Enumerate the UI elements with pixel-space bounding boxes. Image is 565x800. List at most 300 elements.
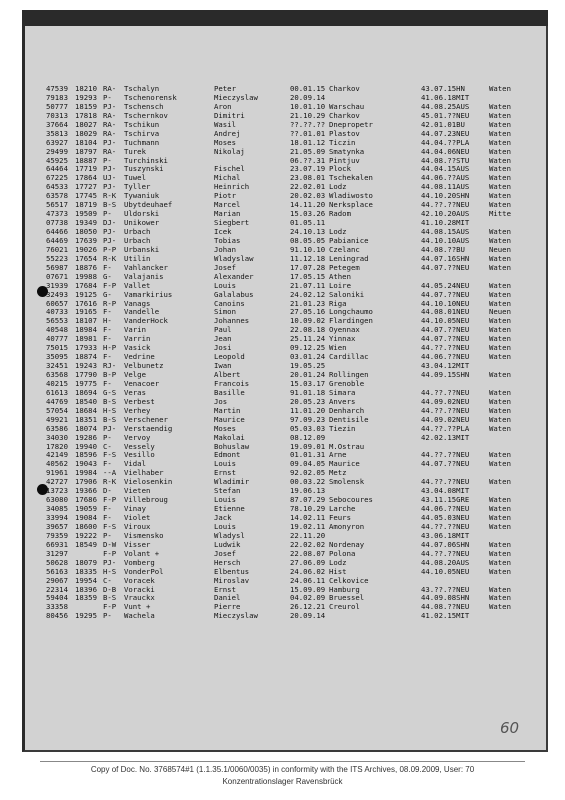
category: RJ-	[103, 361, 117, 371]
birth-date: 19.02.11	[290, 521, 326, 531]
last-name: Vanags	[124, 298, 151, 308]
destination: Neuen	[489, 244, 511, 254]
destination: Waten	[489, 227, 511, 236]
first-name: Wladyslaw	[214, 253, 254, 263]
first-name: Ernst	[214, 584, 236, 594]
birth-date: 20.09.14	[290, 92, 326, 102]
prisoner-number: 55223	[46, 253, 68, 263]
first-name: Stefan	[214, 486, 241, 496]
second-number: 19509	[75, 209, 97, 219]
second-number: 18210	[75, 84, 97, 93]
table-row	[46, 612, 526, 621]
prisoner-number: 31939	[46, 280, 68, 290]
first-name: Martin	[214, 405, 241, 415]
category: F-	[103, 513, 112, 522]
last-name: Varrin	[124, 334, 151, 344]
prisoner-number: 47373	[46, 209, 68, 219]
prisoner-number: 37664	[46, 119, 68, 129]
first-name: Francois	[214, 378, 250, 388]
destination: Waten	[489, 110, 511, 120]
prisoner-number: 56163	[46, 566, 68, 576]
transfer-code: 44.??.??NEU	[421, 343, 470, 353]
first-name: Maurice	[214, 414, 245, 424]
category: F-S	[103, 521, 117, 531]
birth-place: Denharch	[329, 405, 365, 415]
category: F-P	[103, 495, 117, 505]
last-name: Veras	[124, 387, 146, 397]
birth-date: 08.12.09	[290, 432, 326, 442]
transfer-code: 44.07.??NEU	[421, 262, 470, 272]
first-name: Louis	[214, 280, 236, 290]
last-name: Vieten	[124, 486, 151, 496]
first-name: Louis	[214, 495, 236, 505]
category: F-P	[103, 280, 117, 290]
prisoner-number: 50628	[46, 557, 68, 567]
birth-place: Tschekalen	[329, 173, 373, 183]
birth-date: 20.09.14	[290, 611, 326, 621]
destination: Waten	[489, 200, 511, 210]
birth-place: Plastov	[329, 128, 360, 138]
first-name: Johan	[214, 244, 236, 254]
prisoner-number: 75015	[46, 343, 68, 353]
category: P-	[103, 209, 112, 219]
birth-date: 22.02.02	[290, 539, 326, 549]
last-name: Verschener	[124, 414, 168, 424]
last-name: Vedrine	[124, 352, 155, 362]
prisoner-number: 44769	[46, 396, 68, 406]
destination: Waten	[489, 450, 511, 460]
destination: Waten	[489, 325, 511, 335]
last-name: Viroux	[124, 521, 151, 531]
last-name: Vielhaber	[124, 468, 164, 478]
first-name: Pierre	[214, 602, 241, 612]
first-name: Peter	[214, 84, 236, 93]
last-name: Verstaendig	[124, 423, 173, 433]
last-name: Voracek	[124, 575, 155, 585]
prisoner-number: 35813	[46, 128, 68, 138]
last-name: Turek	[124, 146, 146, 156]
second-number: 18335	[75, 566, 97, 576]
last-name: Vessely	[124, 441, 155, 451]
prisoner-number: 63080	[46, 495, 68, 505]
second-number: 19988	[75, 271, 97, 281]
birth-place: Oyennax	[329, 325, 360, 335]
birth-date: 24.06.11	[290, 575, 326, 585]
category: D-W	[103, 539, 117, 549]
second-number: 18029	[75, 128, 97, 138]
last-name: Urbach	[124, 235, 151, 245]
second-number: 17864	[75, 173, 97, 183]
destination: Waten	[489, 405, 511, 415]
category: PJ-	[103, 182, 117, 192]
first-name: Marcel	[214, 200, 241, 210]
category: PJ-	[103, 557, 117, 567]
birth-place: Yinnax	[329, 334, 356, 344]
second-number: 18351	[75, 414, 97, 424]
birth-date: 20.02.03	[290, 191, 326, 201]
prisoner-number: 67225	[46, 173, 68, 183]
birth-date: 25.11.24	[290, 334, 326, 344]
prisoner-number: 64466	[46, 227, 68, 236]
category: B-P	[103, 370, 117, 379]
birth-place: Pabianice	[329, 235, 369, 245]
category: F-	[103, 504, 112, 514]
transfer-code: 44.08.??NEU	[421, 602, 470, 612]
destination: Waten	[489, 119, 511, 129]
prisoner-number: 40562	[46, 459, 68, 469]
destination: Waten	[489, 84, 511, 93]
second-number: 19940	[75, 441, 97, 451]
last-name: Tywaniuk	[124, 191, 160, 201]
birth-date: 19.09.01	[290, 441, 326, 451]
prisoner-number: 56987	[46, 262, 68, 272]
birth-date: 14.11.20	[290, 200, 326, 210]
birth-place: Larche	[329, 504, 356, 514]
birth-date: 17.07.28	[290, 262, 326, 272]
second-number: 17933	[75, 343, 97, 353]
table-row	[46, 434, 526, 443]
second-number: 19243	[75, 361, 97, 371]
prisoner-number: 39657	[46, 521, 68, 531]
birth-date: 78.10.29	[290, 504, 326, 514]
second-number: 18600	[75, 521, 97, 531]
destination: Waten	[489, 423, 511, 433]
category: RA-	[103, 119, 117, 129]
prisoner-number: 42727	[46, 477, 68, 487]
last-name: Utilin	[124, 253, 151, 263]
last-name: Tschernkov	[124, 110, 168, 120]
last-name: Villebroug	[124, 495, 168, 505]
transfer-code: 44.06.??NEU	[421, 504, 470, 514]
destination: Neuen	[489, 307, 511, 317]
category: RA-	[103, 110, 117, 120]
second-number: 19125	[75, 289, 97, 299]
last-name: Venacoer	[124, 378, 160, 388]
second-number: 19165	[75, 307, 97, 317]
prisoner-number: 33994	[46, 513, 68, 522]
birth-date: 21.10.29	[290, 110, 326, 120]
last-name: Tuwel	[124, 173, 146, 183]
first-name: Louis	[214, 521, 236, 531]
first-name: Andrej	[214, 128, 241, 138]
first-name: Etienne	[214, 504, 245, 514]
birth-place: Sebocoures	[329, 495, 373, 505]
second-number: 17684	[75, 280, 97, 290]
prisoner-number: 59404	[46, 593, 68, 603]
transfer-code: 44.10.10AUS	[421, 235, 470, 245]
transfer-code: 44.04.15AUS	[421, 164, 470, 174]
transfer-code: 44.05.24NEU	[421, 280, 470, 290]
birth-place: Charkov	[329, 84, 360, 93]
first-name: Wasil	[214, 119, 236, 129]
second-number: 19084	[75, 513, 97, 522]
prisoner-number: 63568	[46, 370, 68, 379]
second-number: 19026	[75, 244, 97, 254]
prisoner-number: 34085	[46, 504, 68, 514]
birth-date: 11.12.18	[290, 253, 326, 263]
birth-place: Anvers	[329, 396, 356, 406]
birth-place: Simara	[329, 387, 356, 397]
category: PJ-	[103, 164, 117, 174]
birth-place: Arne	[329, 450, 347, 460]
birth-date: 10.09.02	[290, 316, 326, 326]
category: DJ-	[103, 218, 117, 228]
category: C-	[103, 441, 112, 451]
last-name: Voracki	[124, 584, 155, 594]
first-name: Jos	[214, 396, 228, 406]
transfer-code: 44.07.??NEU	[421, 325, 470, 335]
last-name: Varin	[124, 325, 146, 335]
birth-date: 19.05.25	[290, 361, 326, 371]
destination: Waten	[489, 370, 511, 379]
destination: Waten	[489, 513, 511, 522]
transfer-code: 44.10.05NEU	[421, 566, 470, 576]
birth-date: 17.05.15	[290, 271, 326, 281]
transfer-code: 42.02.13MIT	[421, 432, 470, 442]
last-name: Violet	[124, 513, 151, 522]
transfer-code: 45.01.??NEU	[421, 110, 470, 120]
transfer-code: 44.06.??NEU	[421, 352, 470, 362]
transfer-code: 44.08.??BU	[421, 244, 465, 254]
last-name: Vinay	[124, 504, 146, 514]
category: PJ-	[103, 227, 117, 236]
birth-place: Athen	[329, 271, 351, 281]
birth-place: Lodz	[329, 227, 347, 236]
destination: Waten	[489, 128, 511, 138]
destination: Waten	[489, 352, 511, 362]
destination: Waten	[489, 289, 511, 299]
second-number: 18887	[75, 155, 97, 165]
prisoner-number: 40733	[46, 307, 68, 317]
birth-date: 21.05.09	[290, 146, 326, 156]
second-number: 17686	[75, 495, 97, 505]
transfer-code: 44.04.??PLA	[421, 137, 470, 147]
birth-date: 24.06.02	[290, 566, 326, 576]
prisoner-number: 80456	[46, 611, 68, 621]
transfer-code: 43.04.12MIT	[421, 361, 470, 371]
category: F-	[103, 334, 112, 344]
destination: Waten	[489, 173, 511, 183]
destination: Waten	[489, 414, 511, 424]
birth-place: Feurs	[329, 513, 351, 522]
first-name: Basille	[214, 387, 245, 397]
second-number: 18984	[75, 325, 97, 335]
category: F-	[103, 378, 112, 388]
second-number: 18596	[75, 450, 97, 460]
second-number: 18107	[75, 316, 97, 326]
last-name: Vandelle	[124, 307, 160, 317]
birth-date: 11.01.20	[290, 405, 326, 415]
first-name: Wladysl	[214, 530, 245, 540]
second-number: 17790	[75, 370, 97, 379]
second-number: 19349	[75, 218, 97, 228]
prisoner-number: 50777	[46, 101, 68, 111]
first-name: Siegbert	[214, 218, 250, 228]
second-number: 19984	[75, 468, 97, 478]
transfer-code: 42.01.01BU	[421, 119, 465, 129]
scan-edge-bar	[22, 10, 548, 26]
category: F-	[103, 459, 112, 469]
birth-date: 09.12.25	[290, 343, 326, 353]
last-name: Tschenorensk	[124, 92, 177, 102]
prisoner-number: 79359	[46, 530, 68, 540]
first-name: Bohuslaw	[214, 441, 250, 451]
birth-place: Plock	[329, 164, 351, 174]
transfer-code: 43.07.15HN	[421, 84, 465, 93]
transfer-code: 44.??.??NEU	[421, 200, 470, 210]
birth-date: 91.01.18	[290, 387, 326, 397]
last-name: Velbunetz	[124, 361, 164, 371]
transfer-code: 44.08.25AUS	[421, 101, 470, 111]
first-name: Josi	[214, 343, 232, 353]
birth-date: 00.01.15	[290, 84, 326, 93]
second-number: 18079	[75, 557, 97, 567]
birth-date: 22.08.18	[290, 325, 326, 335]
last-name: Vrauckx	[124, 593, 155, 603]
birth-date: 23.08.01	[290, 173, 326, 183]
category: D-B	[103, 584, 117, 594]
footer-copy-line: Copy of Doc. No. 3768574#1 (1.1.35.1/0060/0035) in conformity with the ITS Archives, 08.09.2009, User: 70	[90, 765, 475, 774]
category: G-	[103, 271, 112, 281]
birth-date: 03.01.24	[290, 352, 326, 362]
last-name: Urbach	[124, 227, 151, 236]
prisoner-number: 29067	[46, 575, 68, 585]
transfer-code: 44.??.??NEU	[421, 477, 470, 487]
prisoner-number: 40215	[46, 378, 68, 388]
second-number: 17719	[75, 164, 97, 174]
footer-divider	[40, 761, 525, 762]
second-number: 18876	[75, 262, 97, 272]
birth-date: 97.09.23	[290, 414, 326, 424]
category: B-S	[103, 396, 117, 406]
birth-place: Petegem	[329, 262, 360, 272]
birth-date: 21.01.23	[290, 298, 326, 308]
birth-place: Dnepropetr	[329, 119, 373, 129]
category: R-K	[103, 253, 117, 263]
first-name: Daniel	[214, 593, 241, 603]
table-row	[46, 568, 526, 577]
second-number: 18694	[75, 387, 97, 397]
category: F-	[103, 325, 112, 335]
birth-date: 22.11.20	[290, 530, 326, 540]
prisoner-number: 40777	[46, 334, 68, 344]
birth-date: 09.04.05	[290, 459, 326, 469]
category: --A	[103, 468, 117, 478]
last-name: Vasick	[124, 343, 151, 353]
first-name: Elbentus	[214, 566, 250, 576]
category: P-	[103, 155, 112, 165]
birth-date: 22.02.01	[290, 182, 326, 192]
prisoner-number: 45925	[46, 155, 68, 165]
category: G-S	[103, 387, 117, 397]
first-name: Leopold	[214, 352, 245, 362]
second-number: 18684	[75, 405, 97, 415]
birth-place: Wien	[329, 343, 347, 353]
birth-date: 05.03.03	[290, 423, 326, 433]
birth-place: Celkovice	[329, 575, 369, 585]
prisoner-number: 64469	[46, 235, 68, 245]
transfer-code: 44.09.15SHN	[421, 370, 470, 379]
transfer-code: 44.??.??NEU	[421, 548, 470, 558]
birth-place: Longchaumo	[329, 307, 373, 317]
transfer-code: 43.??.??NEU	[421, 584, 470, 594]
destination: Waten	[489, 584, 511, 594]
last-name: Vesillo	[124, 450, 155, 460]
second-number: 19059	[75, 504, 97, 514]
footer-camp-line: Konzentrationslager Ravensbrück	[222, 777, 343, 786]
transfer-code: 43.04.08MIT	[421, 486, 470, 496]
birth-date: 24.10.13	[290, 227, 326, 236]
birth-place: Hamburg	[329, 584, 360, 594]
category: B-S	[103, 414, 117, 424]
birth-place: Flardingen	[329, 316, 373, 326]
last-name: Verhey	[124, 405, 151, 415]
first-name: Albert	[214, 370, 241, 379]
transfer-code: 44.08.20AUS	[421, 557, 470, 567]
category: UJ-	[103, 173, 117, 183]
birth-place: Nerksplace	[329, 200, 373, 210]
table-row	[46, 264, 526, 273]
last-name: Visser	[124, 539, 151, 549]
last-name: VonderPol	[124, 566, 164, 576]
category: PJ-	[103, 101, 117, 111]
birth-place: Riga	[329, 298, 347, 308]
destination: Waten	[489, 316, 511, 326]
last-name: Valajanis	[124, 271, 164, 281]
last-name: Tuszynski	[124, 164, 164, 174]
prisoner-number: 29499	[46, 146, 68, 156]
transfer-code: 44.10.20SHN	[421, 191, 470, 201]
category: F-	[103, 307, 112, 317]
birth-place: Cardillac	[329, 352, 369, 362]
destination: Waten	[489, 548, 511, 558]
second-number: 18981	[75, 334, 97, 344]
birth-date: 91.10.10	[290, 244, 326, 254]
second-number: 18159	[75, 101, 97, 111]
birth-date: 21.07.11	[290, 280, 326, 290]
handwritten-page-number: 60	[500, 719, 520, 737]
transfer-code: 44.10.05NEU	[421, 316, 470, 326]
birth-date: 01.05.11	[290, 218, 326, 228]
category: P-P	[103, 244, 117, 254]
birth-date: 14.02.11	[290, 513, 326, 522]
destination: Mitte	[489, 209, 511, 219]
second-number: 18104	[75, 137, 97, 147]
last-name: Tschalyn	[124, 84, 160, 93]
transfer-code: 41.10.28MIT	[421, 218, 470, 228]
prisoner-number: 64464	[46, 164, 68, 174]
first-name: Makolai	[214, 432, 245, 442]
birth-place: Leningrad	[329, 253, 369, 263]
first-name: Galalabus	[214, 289, 254, 299]
first-name: Icek	[214, 227, 232, 236]
prisoner-number: 13723	[46, 486, 68, 496]
birth-place: Hist	[329, 566, 347, 576]
transfer-code: 44.08.11AUS	[421, 182, 470, 192]
transfer-code: 44.07.16SHN	[421, 253, 470, 263]
transfer-code: 44.08.15AUS	[421, 227, 470, 236]
first-name: Tobias	[214, 235, 241, 245]
prisoner-number: 42149	[46, 450, 68, 460]
category: D-	[103, 486, 112, 496]
second-number: 18797	[75, 146, 97, 156]
prisoner-number: 35095	[46, 352, 68, 362]
prisoner-number: 57054	[46, 405, 68, 415]
second-number: 18050	[75, 227, 97, 236]
last-name: Vamarkirius	[124, 289, 173, 299]
destination: Waten	[489, 495, 511, 505]
last-name: Vidal	[124, 459, 146, 469]
